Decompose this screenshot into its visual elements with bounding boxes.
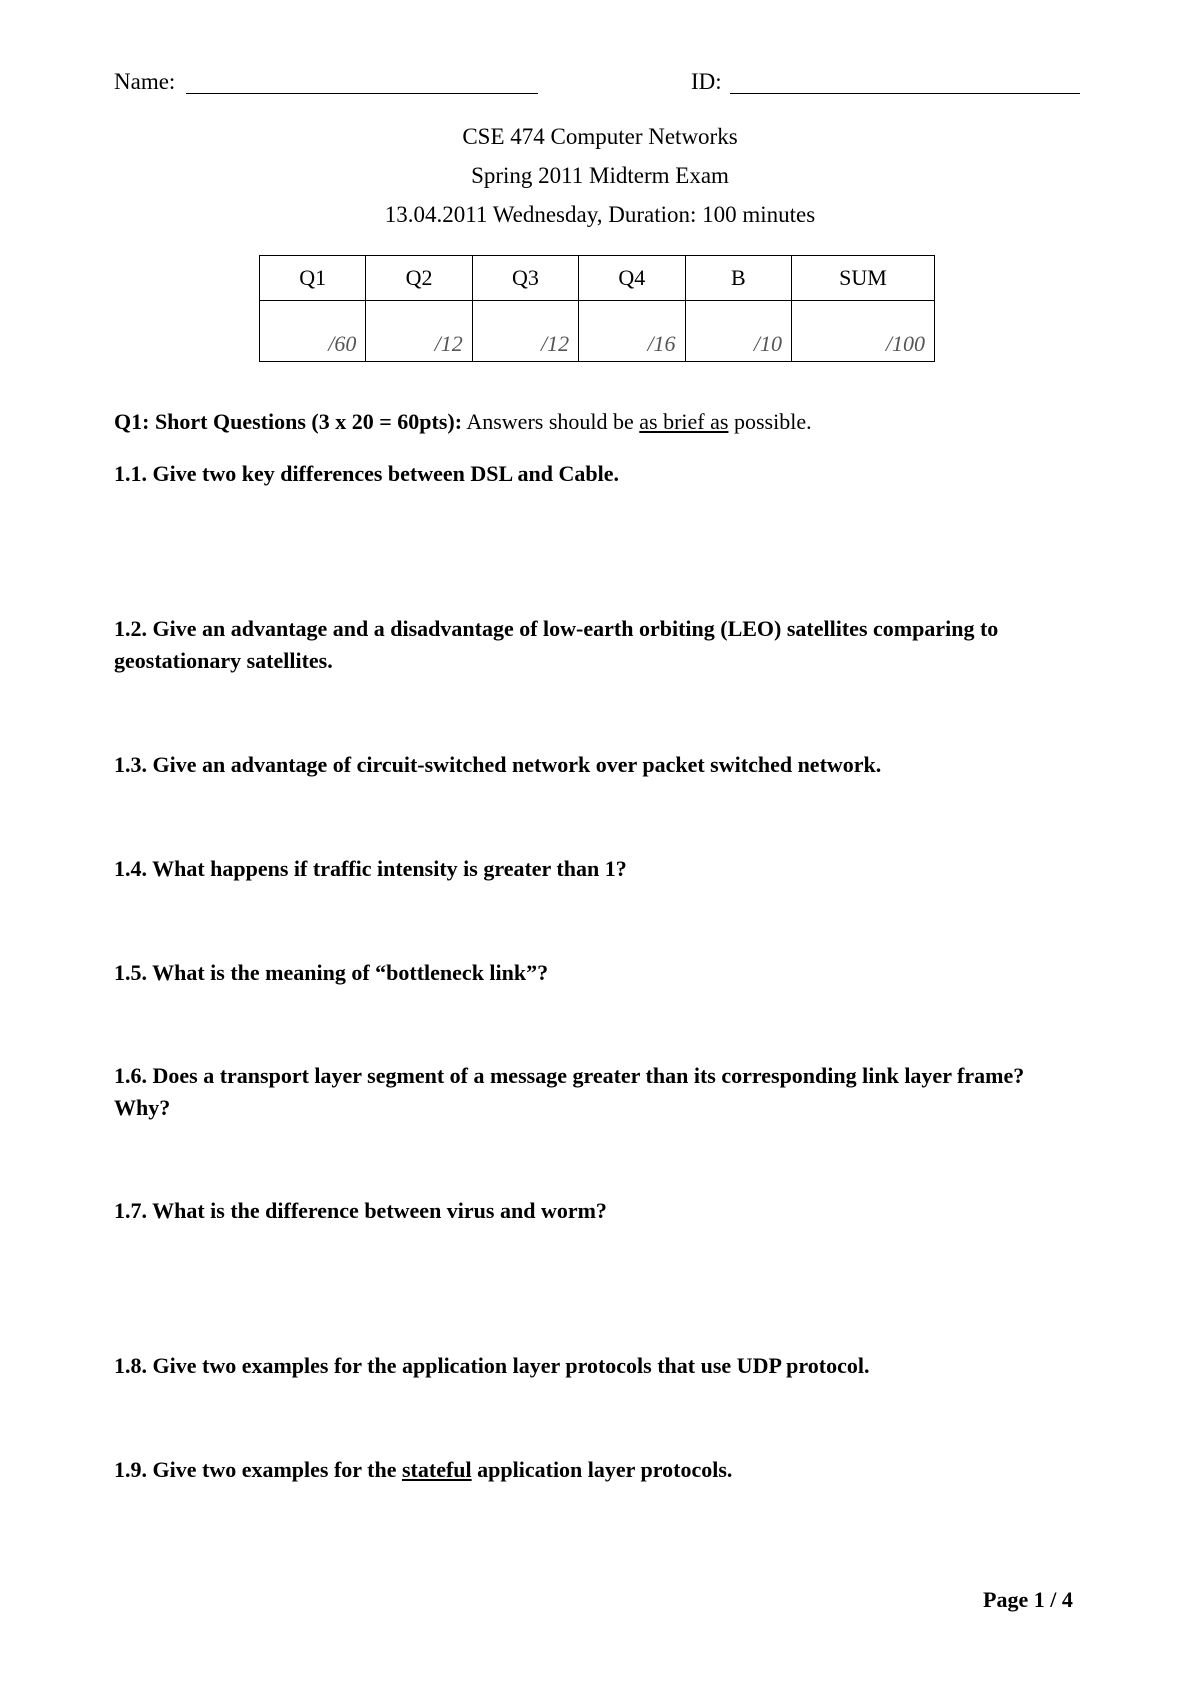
score-header-q4: Q4 [579,256,685,301]
section-note-underlined: as brief as [639,409,729,434]
question-1-7: 1.7. What is the difference between virus and worm? [114,1198,607,1223]
section-note-post: possible. [733,409,812,434]
score-header-sum: SUM [792,256,935,301]
score-cell-q3[interactable]: /12 [472,301,578,362]
score-header-q1: Q1 [260,256,366,301]
name-label: Name: [114,69,176,94]
course-title: CSE 474 Computer Networks [462,124,738,149]
question-1-1: 1.1. Give two key differences between DSL and Cable. [114,461,619,486]
question-1-9-post: application layer protocols. [477,1457,733,1482]
section-heading [114,409,812,435]
score-table-value-row [260,301,935,362]
exam-date-duration: 13.04.2011 Wednesday, Duration: 100 minutes [384,202,816,227]
score-header-b: B [685,256,791,301]
score-header-q2: Q2 [366,256,472,301]
section-note-pre: Answers should be [466,409,634,434]
score-table-header-row [260,256,935,301]
score-cell-q1[interactable]: /60 [260,301,366,362]
section-title: Q1: Short Questions (3 x 20 = 60pts): [114,409,463,434]
exam-title: Spring 2011 Midterm Exam [471,163,729,188]
question-1-3: 1.3. Give an advantage of circuit-switched network over packet switched network. [114,752,882,777]
score-cell-b[interactable]: /10 [685,301,791,362]
question-1-4: 1.4. What happens if traffic intensity is greater than 1? [114,856,627,881]
question-1-2: 1.2. Give an advantage and a disadvantage of low-earth orbiting (LEO) satellites comparing to geostationary satellites. [114,616,999,673]
question-1-9-underlined: stateful [402,1457,472,1482]
question-1-9-pre: 1.9. Give two examples for the [114,1457,397,1482]
name-field[interactable] [186,93,538,94]
score-cell-sum[interactable]: /100 [792,301,935,362]
question-1-6: 1.6. Does a transport layer segment of a message greater than its corresponding link layer frame? Why? [114,1063,1025,1120]
score-header-q3: Q3 [472,256,578,301]
score-cell-q2[interactable]: /12 [366,301,472,362]
question-1-9 [114,1454,1074,1486]
question-1-8: 1.8. Give two examples for the application layer protocols that use UDP protocol. [114,1353,870,1378]
score-cell-q4[interactable]: /16 [579,301,685,362]
id-label: ID: [691,69,722,94]
question-1-5: 1.5. What is the meaning of “bottleneck link”? [114,960,549,985]
page-number: Page 1 / 4 [983,1587,1073,1612]
id-field[interactable] [730,93,1080,94]
score-table [259,255,935,362]
